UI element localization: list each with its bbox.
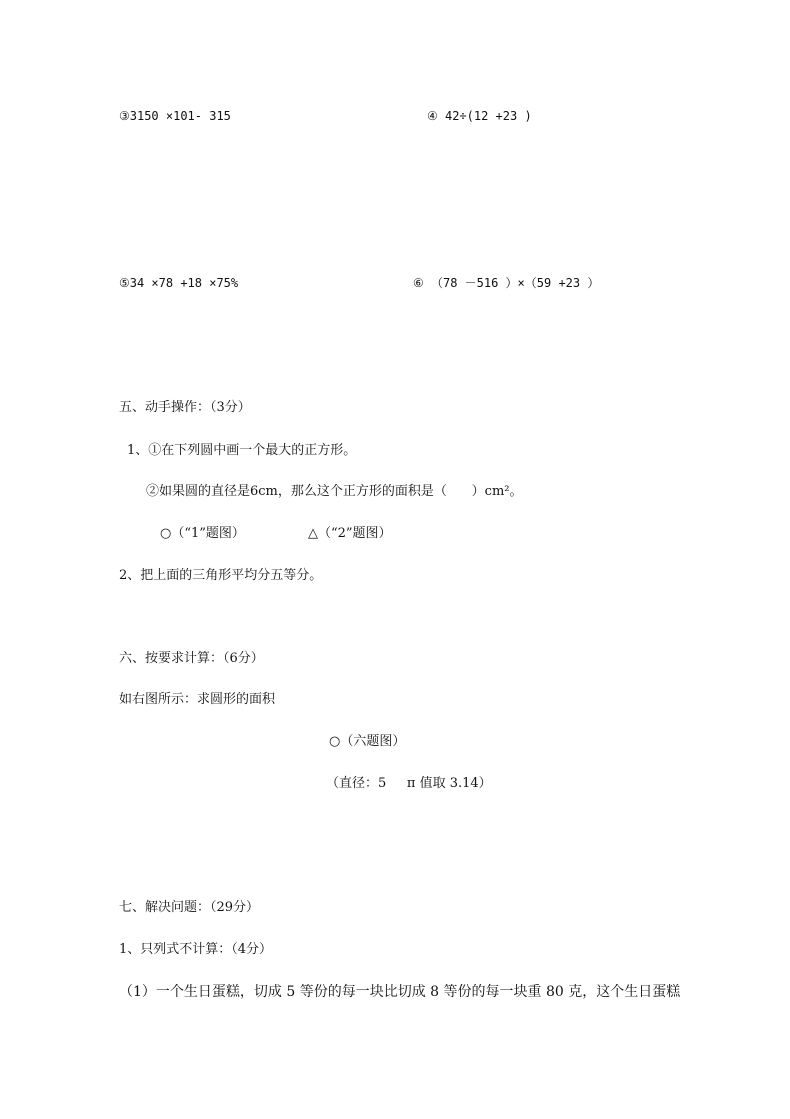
calc-problem-4: ④ 42÷(12 +23 ) [427,109,532,123]
section-6-heading: 六、按要求计算：（6分） [119,651,264,666]
calc-problem-5: ⑤34 ×78 +18 ×75% [119,276,239,290]
calc-problem-6: ⑥ （78 －516 ）×（59 +23 ） [413,276,600,290]
figure-6-note: （直径：5 π 值取 3.14） [326,776,492,791]
figure-6-label: ○（六题图） [329,734,406,749]
section-6-prompt: 如右图所示：求圆形的面积 [119,692,276,707]
figure-1-label: ○（“1”题图） [160,526,245,541]
section-5-heading: 五、动手操作：（3分） [119,400,251,415]
section-7-sub-1: 1、只列式不计算：（4分） [119,942,273,957]
section-5-item-1b: ②如果圆的直径是6cm，那么这个正方形的面积是（ ）cm²。 [146,484,523,499]
section-7-question-1: （1）一个生日蛋糕，切成 5 等份的每一块比切成 8 等份的每一块重 80 克，这个生日蛋糕 [119,984,681,1000]
calc-problem-3: ③3150 ×101- 315 [119,109,231,123]
section-5-item-1: 1、①在下列圆中画一个最大的正方形。 [127,443,357,458]
figure-2-label: △（“2”题图） [308,526,392,541]
section-5-item-2: 2、把上面的三角形平均分五等分。 [119,568,323,583]
section-7-heading: 七、解决问题：（29分） [119,900,260,915]
